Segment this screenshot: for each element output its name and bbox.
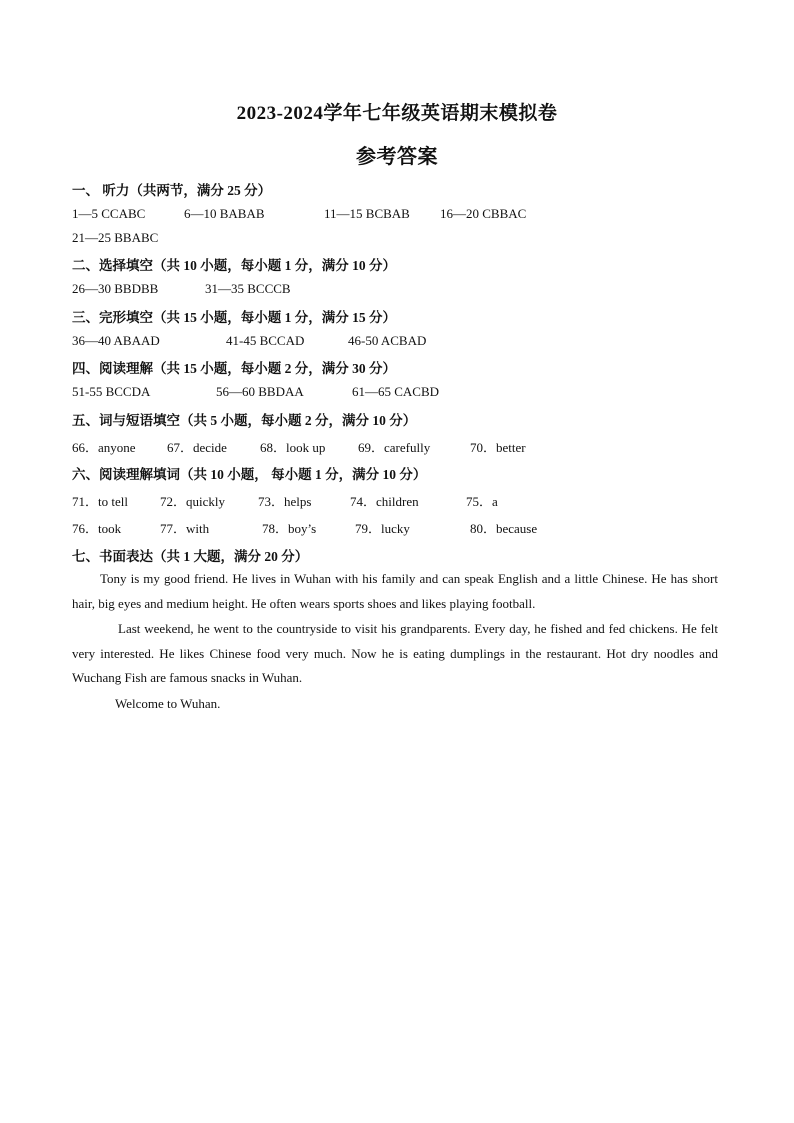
section-heading-reading-fill: 六、阅读理解填词（共 10 小题， 每小题 1 分，满分 10 分） <box>72 467 427 482</box>
answer-group: 46-50 ACBAD <box>348 333 427 348</box>
answer-group: 41-45 BCCAD <box>226 333 305 348</box>
section-heading-word-fill: 五、词与短语填空（共 5 小题，每小题 2 分，满分 10 分） <box>72 413 417 428</box>
answer-group: 31—35 BCCCB <box>205 281 291 296</box>
answer-item: 80．because <box>470 521 538 536</box>
section-heading-writing: 七、书面表达（共 1 大题，满分 20 分） <box>72 549 309 564</box>
essay-paragraph-1: Tony is my good friend. He lives in Wuhan with his family and can speak English and a little Chinese. He has short hair, big eyes and medium height. He often wears sports shoes and likes playing football. <box>72 571 718 611</box>
answer-item: 68．look up <box>260 440 326 455</box>
answer-group: 16—20 CBBAC <box>440 206 527 221</box>
answer-item: 75．a <box>466 494 498 509</box>
answer-item: 76．took <box>72 521 122 536</box>
section-heading-cloze: 三、完形填空（共 15 小题，每小题 1 分，满分 15 分） <box>72 310 396 325</box>
answer-item: 69．carefully <box>358 440 431 455</box>
essay-paragraph-2: Last weekend, he went to the countryside to visit his grandparents. Every day, he fished and fed chickens. He felt very interested. He likes Chinese food very much. Now he is eating dumplings in the restaurant. Hot dry noodles and Wuchang Fish are famous snacks in Wuhan. <box>72 621 718 685</box>
section-heading-listening: 一、 听力（共两节，满分 25 分） <box>72 183 272 198</box>
answer-group: 61—65 CACBD <box>352 384 440 399</box>
answer-item: 66．anyone <box>72 440 136 455</box>
answer-group: 11—15 BCBAB <box>324 206 410 221</box>
answer-item: 72．quickly <box>160 494 225 509</box>
answer-item: 78．boy’s <box>262 521 317 536</box>
answer-group: 1—5 CCABC <box>72 206 146 221</box>
section-heading-reading: 四、阅读理解（共 15 小题，每小题 2 分，满分 30 分） <box>72 361 396 376</box>
answer-group: 26—30 BBDBB <box>72 281 159 296</box>
answer-item: 67．decide <box>167 440 227 455</box>
answer-item: 77．with <box>160 521 210 536</box>
essay-paragraph-3: Welcome to Wuhan. <box>115 696 221 711</box>
section-heading-multiple-choice: 二、选择填空（共 10 小题，每小题 1 分，满分 10 分） <box>72 258 396 273</box>
answer-item: 79．lucky <box>355 521 410 536</box>
answer-group: 36—40 ABAAD <box>72 333 160 348</box>
answer-item: 74．children <box>350 494 419 509</box>
answer-group: 6—10 BABAB <box>184 206 265 221</box>
answer-group: 51-55 BCCDA <box>72 384 151 399</box>
answer-item: 73．helps <box>258 494 312 509</box>
answer-item: 70．better <box>470 440 526 455</box>
answer-group: 21—25 BBABC <box>72 230 159 245</box>
answer-group: 56—60 BBDAA <box>216 384 304 399</box>
page-title: 2023-2024学年七年级英语期末模拟卷 <box>236 103 558 124</box>
answer-item: 71．to tell <box>72 494 128 509</box>
page-subtitle: 参考答案 <box>356 146 438 168</box>
